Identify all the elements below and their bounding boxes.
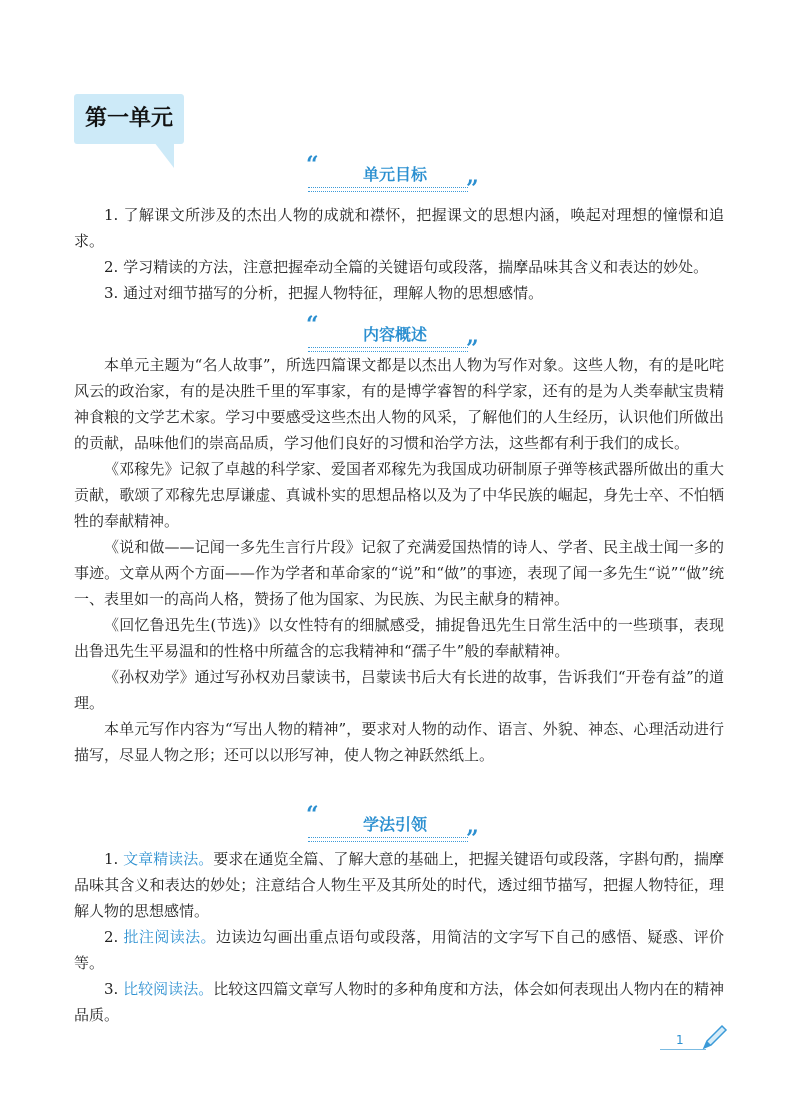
pencil-icon [700, 1022, 730, 1052]
goal-item: 3. 通过对细节描写的分析，把握人物特征，理解人物的思想感情。 [104, 284, 544, 302]
section-title-goals: 单元目标 [362, 165, 427, 184]
method-text: 边读边勾画出重点语句或段落，用简洁的文字写下自己的感悟、疑惑、评价等。 [74, 928, 724, 972]
summary-paragraph: 本单元写作内容为“写出人物的精神”，要求对人物的动作、语言、外貌、神态、心理活动进行描写，尽显人物之形；还可以以形写神，使人物之神跃然纸上。 [74, 720, 724, 764]
quote-open-icon: “ [306, 312, 319, 338]
quote-close-icon: ” [466, 826, 479, 852]
methods-list [74, 846, 724, 1028]
summary-paragraph: 本单元主题为“名人故事”，所选四篇课文都是以杰出人物为写作对象。这些人物，有的是叱咤风云的政治家，有的是决胜千里的军事家，有的是博学睿智的科学家，还有的是为人类奉献宝贵精神食粮的文学艺术家。学习中要感受这些杰出人物的风采，了解他们的人生经历，认识他们所做出的贡献，品味他们的崇高品质，学习他们良好的习惯和治学方法，这些都有利于我们的成长。 [74, 356, 724, 452]
page-number: 1 [676, 1033, 684, 1047]
summary-paragraph: 《回忆鲁迅先生(节选)》以女性特有的细腻感受，捕捉鲁迅先生日常生活中的一些琐事，表现出鲁迅先生平易温和的性格中所蕴含的忘我精神和“孺子牛”般的奉献精神。 [74, 616, 724, 660]
method-item [74, 846, 724, 924]
method-name: 批注阅读法。 [123, 928, 216, 946]
method-name: 比较阅读法。 [123, 980, 214, 998]
quote-open-icon: “ [306, 802, 319, 828]
quote-close-icon: ” [466, 176, 479, 202]
summary-paragraph: 《邓稼先》记叙了卓越的科学家、爱国者邓稼先为我国成功研制原子弹等核武器所做出的重大贡献，歌颂了邓稼先忠厚谦虚、真诚朴实的思想品格以及为了中华民族的崛起，身先士卒、不怕牺牲的奉献精神。 [74, 460, 724, 530]
quote-open-icon: “ [306, 152, 319, 178]
unit-title: 第一单元 [84, 106, 173, 131]
summary-body [74, 352, 724, 768]
goal-item: 2. 学习精读的方法，注意把握牵动全篇的关键语句或段落，揣摩品味其含义和表达的妙处。 [104, 258, 709, 276]
method-item [74, 924, 724, 976]
summary-paragraph: 《说和做——记闻一多先生言行片段》记叙了充满爱国热情的诗人、学者、民主战士闻一多的事迹。文章从两个方面——作为学者和革命家的“说”和“做”的事迹，表现了闻一多先生“说”“做”统一、表里如一的高尚人格，赞扬了他为国家、为民族、为民主献身的精神。 [74, 538, 724, 608]
dotted-underline [308, 837, 468, 842]
quote-close-icon: ” [466, 336, 479, 362]
method-number: 2. [104, 928, 119, 946]
method-number: 3. [104, 980, 119, 998]
method-text: 要求在通览全篇、了解大意的基础上，把握关键语句或段落，字斟句酌，揣摩品味其含义和表达的妙处；注意结合人物生平及其所处的时代，透过细节描写，把握人物特征，理解人物的思想感情。 [74, 850, 724, 920]
section-header-methods [300, 802, 490, 852]
method-item [74, 976, 724, 1028]
goal-item: 1. 了解课文所涉及的杰出人物的成就和襟怀，把握课文的思想内涵，唤起对理想的憧憬和追求。 [74, 206, 724, 250]
method-number: 1. [104, 850, 119, 868]
method-text: 比较这四篇文章写人物时的多种角度和方法，体会如何表现出人物内在的精神品质。 [74, 980, 724, 1024]
section-header-goals [300, 152, 490, 202]
unit-banner [74, 94, 184, 144]
dotted-underline [308, 187, 468, 192]
goals-list [74, 202, 724, 306]
summary-paragraph: 《孙权劝学》通过写孙权劝吕蒙读书，吕蒙读书后大有长进的故事，告诉我们“开卷有益”的道理。 [74, 668, 724, 712]
section-title-summary: 内容概述 [362, 325, 427, 344]
section-title-methods: 学法引领 [362, 815, 427, 834]
method-name: 文章精读法。 [123, 850, 214, 868]
